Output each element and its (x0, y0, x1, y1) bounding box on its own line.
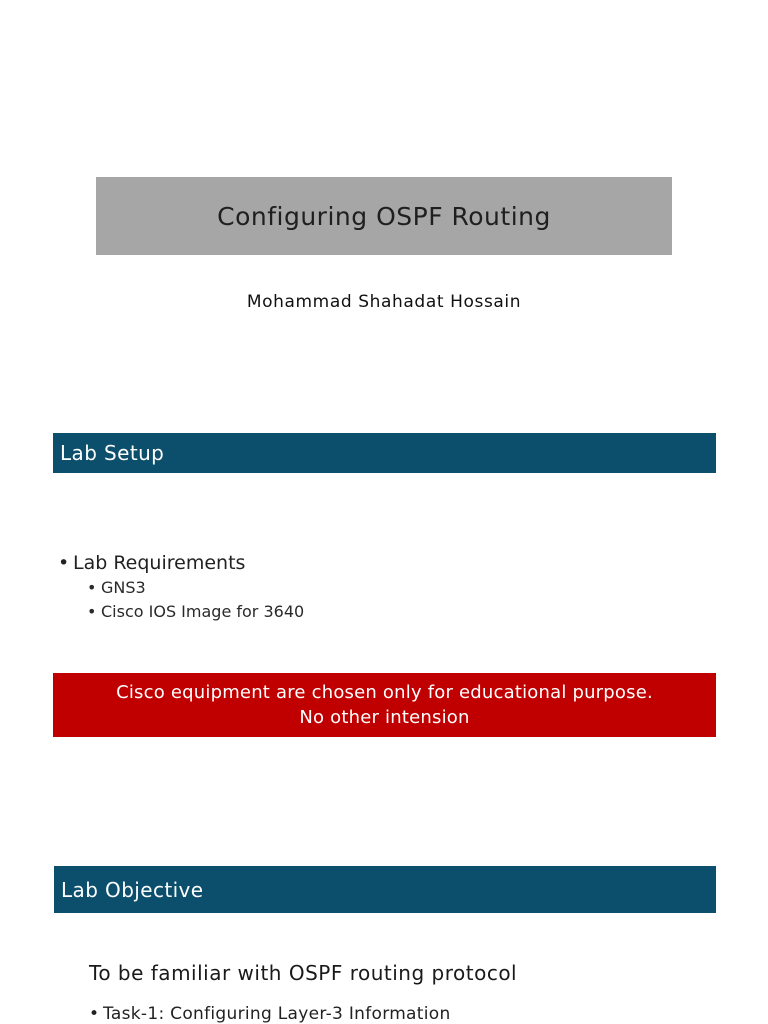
objective-statement: To be familiar with OSPF routing protocol (89, 961, 518, 985)
section-header-lab-objective (54, 866, 716, 913)
list-item-label: Lab Requirements (73, 552, 246, 574)
section-title: Lab Objective (61, 877, 204, 902)
section-header-lab-setup (53, 433, 716, 473)
sub-list-item (87, 576, 304, 600)
sub-list-item-label: Cisco IOS Image for 3640 (101, 602, 305, 621)
requirements-list (58, 550, 304, 624)
notice-line: No other intension (299, 707, 470, 728)
section-title: Lab Setup (60, 441, 165, 465)
sub-list-item (87, 600, 304, 624)
bullet-icon: • (58, 552, 70, 574)
title-banner (96, 177, 672, 255)
author-name: Mohammad Shahadat Hossain (246, 292, 522, 312)
disclaimer-notice (53, 673, 716, 737)
sub-list (58, 576, 304, 624)
bullet-icon: • (87, 602, 97, 621)
task-label: Task-1: Configuring Layer-3 Information (103, 1004, 451, 1024)
sub-list-item-label: GNS3 (101, 578, 146, 597)
bullet-icon: • (87, 578, 97, 597)
notice-line: Cisco equipment are chosen only for educational purpose. (116, 682, 653, 703)
presentation-title: Configuring OSPF Routing (217, 201, 551, 231)
task-list-item (89, 1004, 451, 1024)
list-item (58, 550, 304, 624)
bullet-icon: • (89, 1004, 100, 1024)
